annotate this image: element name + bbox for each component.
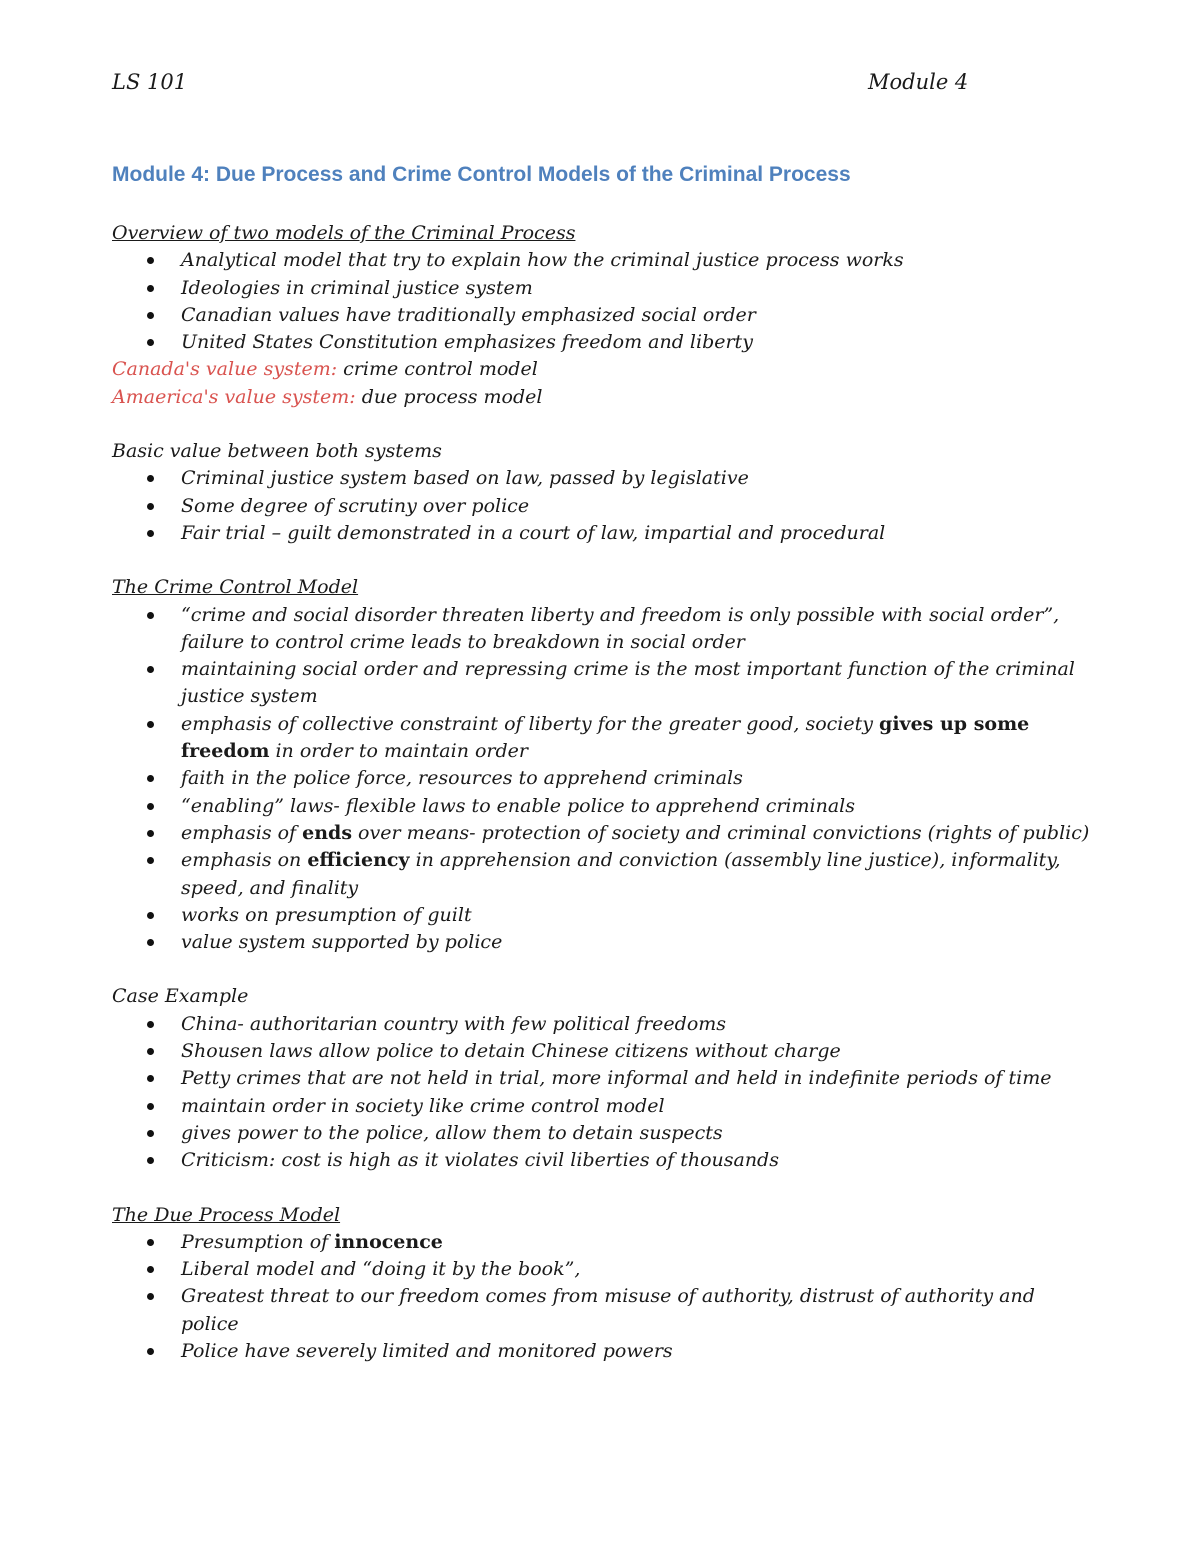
- list-item: Shousen laws allow police to detain Chinese citizens without charge: [112, 1038, 1092, 1065]
- list-item: Criminal justice system based on law, passed by legislative: [112, 465, 1092, 492]
- item-emphasis: gives up some freedom: [181, 712, 1030, 763]
- list-item: “enabling” laws- flexible laws to enable police to apprehend criminals: [112, 793, 1092, 820]
- list-item: Liberal model and “doing it by the book”,: [112, 1256, 1092, 1283]
- crime-control-list: [112, 602, 1092, 957]
- item-text: emphasis on: [181, 849, 308, 872]
- america-value-label: Amaerica's value system:: [112, 385, 356, 408]
- item-text: emphasis of collective constraint of liberty for the greater good, society: [181, 712, 880, 735]
- list-item: [112, 1229, 1092, 1256]
- basic-values-list: [112, 465, 1092, 547]
- item-emphasis: efficiency: [307, 849, 410, 872]
- case-example-heading: Case Example: [112, 985, 249, 1008]
- due-process-list: [112, 1229, 1092, 1365]
- due-process-heading: The Due Process Model: [112, 1203, 341, 1226]
- list-item: Greatest threat to our freedom comes from misuse of authority, distrust of authority and police: [112, 1283, 1092, 1338]
- list-item: United States Constitution emphasizes freedom and liberty: [112, 329, 1092, 356]
- list-item: maintain order in society like crime control model: [112, 1093, 1092, 1120]
- canada-value-line: [112, 356, 1092, 383]
- case-example-section: [112, 983, 1092, 1174]
- list-item: [112, 820, 1092, 847]
- list-item: Fair trial – guilt demonstrated in a court of law, impartial and procedural: [112, 520, 1092, 547]
- item-emphasis: innocence: [334, 1230, 443, 1253]
- canada-value-text: crime control model: [337, 358, 538, 381]
- list-item: “crime and social disorder threaten liberty and freedom is only possible with social order”, failure to control crime leads to breakdown in social order: [112, 602, 1092, 657]
- list-item: Police have severely limited and monitored powers: [112, 1338, 1092, 1365]
- list-item: Analytical model that try to explain how the criminal justice process works: [112, 247, 1092, 274]
- list-item: Ideologies in criminal justice system: [112, 275, 1092, 302]
- overview-section: [112, 220, 1092, 411]
- list-item: value system supported by police: [112, 929, 1092, 956]
- item-text: emphasis of: [181, 821, 303, 844]
- list-item: Some degree of scrutiny over police: [112, 493, 1092, 520]
- course-code: LS 101: [112, 70, 188, 94]
- list-item: gives power to the police, allow them to detain suspects: [112, 1120, 1092, 1147]
- list-item: [112, 711, 1092, 766]
- list-item: faith in the police force, resources to apprehend criminals: [112, 765, 1092, 792]
- list-item: China- authoritarian country with few political freedoms: [112, 1011, 1092, 1038]
- item-text: in order to maintain order: [269, 740, 528, 763]
- module-label: Module 4: [868, 70, 969, 94]
- basic-values-heading: Basic value between both systems: [112, 440, 442, 463]
- list-item: maintaining social order and repressing crime is the most important function of the criminal justice system: [112, 656, 1092, 711]
- crime-control-heading: The Crime Control Model: [112, 576, 359, 599]
- list-item: works on presumption of guilt: [112, 902, 1092, 929]
- page-title: Module 4: Due Process and Crime Control Models of the Criminal Process: [112, 163, 851, 186]
- case-example-list: [112, 1011, 1092, 1175]
- basic-values-section: [112, 438, 1092, 547]
- list-item: Canadian values have traditionally emphasized social order: [112, 302, 1092, 329]
- item-emphasis: ends: [302, 821, 353, 844]
- list-item: [112, 847, 1092, 902]
- overview-list: [112, 247, 1092, 356]
- item-text: in apprehension and conviction (assembly line justice), informality, speed, and finality: [181, 849, 1061, 899]
- item-text: over means- protection of society and criminal convictions (rights of public): [352, 821, 1090, 844]
- crime-control-section: [112, 574, 1092, 956]
- document-body: [112, 220, 1092, 1392]
- due-process-section: [112, 1202, 1092, 1366]
- item-text: Presumption of: [181, 1230, 335, 1253]
- canada-value-label: Canada's value system:: [112, 358, 338, 381]
- america-value-text: due process model: [355, 385, 543, 408]
- america-value-line: [112, 384, 1092, 411]
- list-item: Petty crimes that are not held in trial, more informal and held in indefinite periods of time: [112, 1065, 1092, 1092]
- overview-heading: Overview of two models of the Criminal Process: [112, 222, 576, 244]
- list-item: Criticism: cost is high as it violates civil liberties of thousands: [112, 1147, 1092, 1174]
